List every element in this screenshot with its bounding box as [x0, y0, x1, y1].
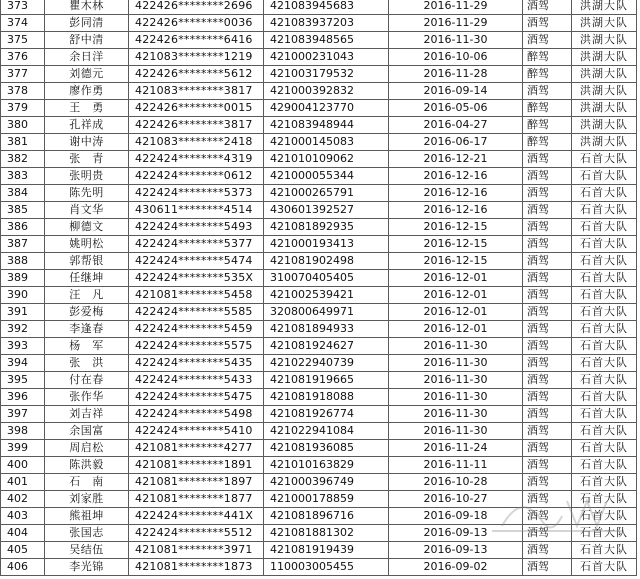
cell-driver-name: 陈先明 — [45, 185, 129, 202]
cell-license-number: 421000396749 — [264, 474, 389, 491]
cell-violation-type: 酒驾 — [523, 287, 572, 304]
cell-id-number: 422424********5585 — [129, 304, 264, 321]
cell-id-number: 422424********5475 — [129, 389, 264, 406]
cell-violation-type: 酒驾 — [523, 474, 572, 491]
cell-row-number: 379 — [1, 100, 45, 117]
cell-id-number: 422424********5410 — [129, 423, 264, 440]
cell-unit: 石首大队 — [572, 542, 637, 559]
cell-date: 2016-12-16 — [389, 168, 523, 185]
cell-violation-type: 酒驾 — [523, 185, 572, 202]
cell-date: 2016-09-13 — [389, 542, 523, 559]
cell-date: 2016-11-29 — [389, 15, 523, 32]
cell-driver-name: 余国富 — [45, 423, 129, 440]
cell-row-number: 375 — [1, 32, 45, 49]
cell-id-number: 421081********4277 — [129, 440, 264, 457]
cell-id-number: 422424********5433 — [129, 372, 264, 389]
cell-driver-name: 王 勇 — [45, 100, 129, 117]
cell-driver-name: 杨 军 — [45, 338, 129, 355]
cell-row-number: 394 — [1, 355, 45, 372]
cell-license-number: 310070405405 — [264, 270, 389, 287]
cell-row-number: 393 — [1, 338, 45, 355]
cell-date: 2016-11-30 — [389, 32, 523, 49]
cell-license-number: 421081936085 — [264, 440, 389, 457]
cell-unit: 石首大队 — [572, 202, 637, 219]
cell-unit: 石首大队 — [572, 219, 637, 236]
table-row — [1, 15, 637, 32]
cell-row-number: 381 — [1, 134, 45, 151]
cell-date: 2016-12-21 — [389, 151, 523, 168]
cell-date: 2016-12-16 — [389, 202, 523, 219]
table-row — [1, 168, 637, 185]
cell-id-number: 422424********5493 — [129, 219, 264, 236]
cell-date: 2016-09-18 — [389, 508, 523, 525]
cell-driver-name: 张 青 — [45, 151, 129, 168]
cell-driver-name: 彭爱梅 — [45, 304, 129, 321]
cell-unit: 石首大队 — [572, 338, 637, 355]
cell-driver-name: 张明贵 — [45, 168, 129, 185]
cell-license-number: 110003005455 — [264, 559, 389, 576]
cell-license-number: 421081919439 — [264, 542, 389, 559]
cell-unit: 石首大队 — [572, 270, 637, 287]
cell-license-number: 320800649971 — [264, 304, 389, 321]
cell-license-number: 421083948944 — [264, 117, 389, 134]
cell-row-number: 403 — [1, 508, 45, 525]
table-row — [1, 236, 637, 253]
table-row — [1, 287, 637, 304]
cell-row-number: 374 — [1, 15, 45, 32]
cell-license-number: 421003179532 — [264, 66, 389, 83]
cell-id-number: 422426********0036 — [129, 15, 264, 32]
cell-unit: 石首大队 — [572, 389, 637, 406]
cell-driver-name: 谢中涛 — [45, 134, 129, 151]
table-row — [1, 338, 637, 355]
cell-date: 2016-05-06 — [389, 100, 523, 117]
cell-date: 2016-11-30 — [389, 372, 523, 389]
cell-license-number: 421000265791 — [264, 185, 389, 202]
cell-id-number: 422424********5459 — [129, 321, 264, 338]
cell-row-number: 396 — [1, 389, 45, 406]
cell-license-number: 421002539421 — [264, 287, 389, 304]
cell-id-number: 421083********1219 — [129, 49, 264, 66]
cell-row-number: 380 — [1, 117, 45, 134]
cell-driver-name: 任继坤 — [45, 270, 129, 287]
cell-driver-name: 李光锦 — [45, 559, 129, 576]
cell-violation-type: 醉驾 — [523, 134, 572, 151]
cell-violation-type: 酒驾 — [523, 168, 572, 185]
cell-unit: 石首大队 — [572, 151, 637, 168]
cell-violation-type: 醉驾 — [523, 66, 572, 83]
table-row — [1, 151, 637, 168]
cell-row-number: 402 — [1, 491, 45, 508]
cell-id-number: 422426********6416 — [129, 32, 264, 49]
cell-date: 2016-12-01 — [389, 270, 523, 287]
cell-license-number: 421083945683 — [264, 0, 389, 15]
cell-license-number: 421081902498 — [264, 253, 389, 270]
cell-driver-name: 吴结伍 — [45, 542, 129, 559]
cell-date: 2016-12-01 — [389, 287, 523, 304]
cell-driver-name: 陈洪毅 — [45, 457, 129, 474]
cell-violation-type: 酒驾 — [523, 219, 572, 236]
table-row — [1, 32, 637, 49]
table-body — [1, 0, 637, 576]
cell-id-number: 421081********5458 — [129, 287, 264, 304]
cell-violation-type: 酒驾 — [523, 559, 572, 576]
cell-driver-name: 周启松 — [45, 440, 129, 457]
table-row — [1, 491, 637, 508]
table-row — [1, 134, 637, 151]
cell-driver-name: 余日洋 — [45, 49, 129, 66]
table-row — [1, 440, 637, 457]
cell-license-number: 421081926774 — [264, 406, 389, 423]
cell-violation-type: 酒驾 — [523, 372, 572, 389]
cell-driver-name: 姚明松 — [45, 236, 129, 253]
table-row — [1, 202, 637, 219]
cell-violation-type: 酒驾 — [523, 508, 572, 525]
cell-driver-name: 孔祥成 — [45, 117, 129, 134]
cell-unit: 石首大队 — [572, 321, 637, 338]
cell-row-number: 388 — [1, 253, 45, 270]
cell-date: 2016-11-30 — [389, 355, 523, 372]
table-row — [1, 406, 637, 423]
cell-violation-type: 酒驾 — [523, 321, 572, 338]
cell-license-number: 421022941084 — [264, 423, 389, 440]
cell-violation-type: 酒驾 — [523, 202, 572, 219]
cell-date: 2016-11-30 — [389, 338, 523, 355]
cell-id-number: 422424********441X — [129, 508, 264, 525]
cell-id-number: 422424********5575 — [129, 338, 264, 355]
cell-driver-name: 付在春 — [45, 372, 129, 389]
cell-license-number: 421000392832 — [264, 83, 389, 100]
table-row — [1, 321, 637, 338]
cell-id-number: 421081********3971 — [129, 542, 264, 559]
cell-violation-type: 酒驾 — [523, 423, 572, 440]
cell-date: 2016-11-24 — [389, 440, 523, 457]
cell-license-number: 421081896716 — [264, 508, 389, 525]
cell-driver-name: 张 洪 — [45, 355, 129, 372]
cell-date: 2016-06-17 — [389, 134, 523, 151]
cell-driver-name: 刘德元 — [45, 66, 129, 83]
cell-date: 2016-11-28 — [389, 66, 523, 83]
cell-date: 2016-12-15 — [389, 253, 523, 270]
cell-unit: 石首大队 — [572, 440, 637, 457]
cell-driver-name: 石 南 — [45, 474, 129, 491]
cell-date: 2016-12-01 — [389, 304, 523, 321]
cell-unit: 洪湖大队 — [572, 66, 637, 83]
cell-row-number: 397 — [1, 406, 45, 423]
table-row — [1, 423, 637, 440]
cell-driver-name: 廖作勇 — [45, 83, 129, 100]
cell-license-number: 421081894933 — [264, 321, 389, 338]
cell-id-number: 422424********4319 — [129, 151, 264, 168]
cell-license-number: 421000231043 — [264, 49, 389, 66]
cell-driver-name: 刘吉祥 — [45, 406, 129, 423]
table-row — [1, 355, 637, 372]
cell-unit: 石首大队 — [572, 423, 637, 440]
cell-license-number: 421010163829 — [264, 457, 389, 474]
cell-date: 2016-11-11 — [389, 457, 523, 474]
cell-id-number: 421083********3817 — [129, 83, 264, 100]
cell-violation-type: 酒驾 — [523, 440, 572, 457]
cell-license-number: 421022940739 — [264, 355, 389, 372]
cell-id-number: 422426********0015 — [129, 100, 264, 117]
cell-unit: 石首大队 — [572, 508, 637, 525]
table-row — [1, 49, 637, 66]
cell-unit: 石首大队 — [572, 168, 637, 185]
cell-driver-name: 张作华 — [45, 389, 129, 406]
cell-id-number: 421081********1877 — [129, 491, 264, 508]
cell-row-number: 400 — [1, 457, 45, 474]
cell-id-number: 422424********5373 — [129, 185, 264, 202]
cell-license-number: 421081918088 — [264, 389, 389, 406]
cell-violation-type: 酒驾 — [523, 338, 572, 355]
cell-id-number: 422424********5435 — [129, 355, 264, 372]
cell-row-number: 392 — [1, 321, 45, 338]
cell-unit: 石首大队 — [572, 253, 637, 270]
cell-row-number: 373 — [1, 0, 45, 15]
cell-row-number: 398 — [1, 423, 45, 440]
table-row — [1, 219, 637, 236]
cell-violation-type: 酒驾 — [523, 236, 572, 253]
cell-date: 2016-10-06 — [389, 49, 523, 66]
table-row — [1, 457, 637, 474]
cell-violation-type: 酒驾 — [523, 270, 572, 287]
cell-row-number: 399 — [1, 440, 45, 457]
cell-row-number: 404 — [1, 525, 45, 542]
cell-violation-type: 酒驾 — [523, 491, 572, 508]
cell-unit: 洪湖大队 — [572, 83, 637, 100]
cell-id-number: 430611********4514 — [129, 202, 264, 219]
cell-unit: 石首大队 — [572, 559, 637, 576]
cell-unit: 石首大队 — [572, 474, 637, 491]
cell-license-number: 421083948565 — [264, 32, 389, 49]
cell-row-number: 384 — [1, 185, 45, 202]
cell-driver-name: 舒中清 — [45, 32, 129, 49]
cell-row-number: 387 — [1, 236, 45, 253]
cell-id-number: 421081********1891 — [129, 457, 264, 474]
cell-unit: 石首大队 — [572, 525, 637, 542]
cell-violation-type: 酒驾 — [523, 0, 572, 15]
cell-date: 2016-04-27 — [389, 117, 523, 134]
cell-unit: 洪湖大队 — [572, 49, 637, 66]
cell-violation-type: 醉驾 — [523, 49, 572, 66]
cell-date: 2016-11-30 — [389, 389, 523, 406]
cell-row-number: 378 — [1, 83, 45, 100]
cell-violation-type: 醉驾 — [523, 117, 572, 134]
cell-license-number: 421081881302 — [264, 525, 389, 542]
cell-date: 2016-12-15 — [389, 236, 523, 253]
cell-violation-type: 酒驾 — [523, 355, 572, 372]
table-row — [1, 304, 637, 321]
cell-violation-type: 醉驾 — [523, 100, 572, 117]
cell-unit: 洪湖大队 — [572, 134, 637, 151]
table-row — [1, 508, 637, 525]
cell-driver-name: 张国志 — [45, 525, 129, 542]
cell-violation-type: 酒驾 — [523, 525, 572, 542]
cell-license-number: 421000145083 — [264, 134, 389, 151]
cell-unit: 石首大队 — [572, 457, 637, 474]
table-row — [1, 542, 637, 559]
cell-date: 2016-09-02 — [389, 559, 523, 576]
cell-row-number: 386 — [1, 219, 45, 236]
cell-id-number: 422426********2696 — [129, 0, 264, 15]
cell-unit: 洪湖大队 — [572, 0, 637, 15]
table-row — [1, 559, 637, 576]
cell-row-number: 385 — [1, 202, 45, 219]
cell-row-number: 383 — [1, 168, 45, 185]
cell-violation-type: 酒驾 — [523, 15, 572, 32]
table-row — [1, 100, 637, 117]
cell-id-number: 422426********3817 — [129, 117, 264, 134]
table-row — [1, 270, 637, 287]
cell-date: 2016-12-16 — [389, 185, 523, 202]
table-row — [1, 83, 637, 100]
cell-license-number: 421000055344 — [264, 168, 389, 185]
cell-date: 2016-09-13 — [389, 525, 523, 542]
cell-driver-name: 熊祖坤 — [45, 508, 129, 525]
cell-driver-name: 瞿木林 — [45, 0, 129, 15]
cell-id-number: 422426********5612 — [129, 66, 264, 83]
cell-row-number: 391 — [1, 304, 45, 321]
cell-id-number: 421081********1873 — [129, 559, 264, 576]
cell-violation-type: 酒驾 — [523, 304, 572, 321]
cell-row-number: 406 — [1, 559, 45, 576]
cell-id-number: 422424********535X — [129, 270, 264, 287]
cell-row-number: 377 — [1, 66, 45, 83]
cell-violation-type: 酒驾 — [523, 83, 572, 100]
cell-driver-name: 彭同清 — [45, 15, 129, 32]
cell-violation-type: 酒驾 — [523, 457, 572, 474]
cell-id-number: 422424********5512 — [129, 525, 264, 542]
cell-row-number: 376 — [1, 49, 45, 66]
cell-violation-type: 酒驾 — [523, 406, 572, 423]
cell-unit: 石首大队 — [572, 406, 637, 423]
table-row — [1, 66, 637, 83]
cell-id-number: 421083********2418 — [129, 134, 264, 151]
cell-row-number: 405 — [1, 542, 45, 559]
cell-license-number: 421081919665 — [264, 372, 389, 389]
cell-license-number: 421083937203 — [264, 15, 389, 32]
cell-id-number: 422424********5498 — [129, 406, 264, 423]
cell-date: 2016-09-14 — [389, 83, 523, 100]
cell-id-number: 422424********5377 — [129, 236, 264, 253]
cell-unit: 洪湖大队 — [572, 15, 637, 32]
table-row — [1, 389, 637, 406]
cell-id-number: 421081********1897 — [129, 474, 264, 491]
cell-violation-type: 酒驾 — [523, 151, 572, 168]
cell-row-number: 395 — [1, 372, 45, 389]
cell-row-number: 389 — [1, 270, 45, 287]
cell-license-number: 429004123770 — [264, 100, 389, 117]
cell-unit: 洪湖大队 — [572, 32, 637, 49]
cell-row-number: 382 — [1, 151, 45, 168]
cell-unit: 石首大队 — [572, 372, 637, 389]
cell-unit: 石首大队 — [572, 491, 637, 508]
cell-id-number: 422424********0612 — [129, 168, 264, 185]
cell-date: 2016-11-30 — [389, 423, 523, 440]
cell-unit: 石首大队 — [572, 236, 637, 253]
cell-violation-type: 酒驾 — [523, 542, 572, 559]
cell-date: 2016-10-28 — [389, 474, 523, 491]
cell-violation-type: 酒驾 — [523, 32, 572, 49]
cell-driver-name: 柳德文 — [45, 219, 129, 236]
cell-license-number: 421081924627 — [264, 338, 389, 355]
cell-license-number: 421000178859 — [264, 491, 389, 508]
cell-license-number: 421000193413 — [264, 236, 389, 253]
table-row — [1, 525, 637, 542]
cell-unit: 石首大队 — [572, 304, 637, 321]
cell-unit: 石首大队 — [572, 185, 637, 202]
cell-driver-name: 刘家胜 — [45, 491, 129, 508]
cell-date: 2016-11-29 — [389, 0, 523, 15]
cell-violation-type: 酒驾 — [523, 253, 572, 270]
cell-unit: 洪湖大队 — [572, 117, 637, 134]
table-row — [1, 185, 637, 202]
cell-unit: 石首大队 — [572, 355, 637, 372]
cell-row-number: 401 — [1, 474, 45, 491]
cell-driver-name: 肖文华 — [45, 202, 129, 219]
table-row — [1, 117, 637, 134]
table-row — [1, 372, 637, 389]
cell-date: 2016-10-27 — [389, 491, 523, 508]
cell-date: 2016-12-15 — [389, 219, 523, 236]
cell-date: 2016-12-01 — [389, 321, 523, 338]
cell-driver-name: 汪 凡 — [45, 287, 129, 304]
cell-driver-name: 李逢春 — [45, 321, 129, 338]
cell-id-number: 422424********5474 — [129, 253, 264, 270]
cell-row-number: 390 — [1, 287, 45, 304]
table-row — [1, 253, 637, 270]
table-row — [1, 474, 637, 491]
cell-driver-name: 郭帮银 — [45, 253, 129, 270]
cell-unit: 洪湖大队 — [572, 100, 637, 117]
cell-license-number: 421081892935 — [264, 219, 389, 236]
cell-date: 2016-11-30 — [389, 406, 523, 423]
table-row — [1, 0, 637, 15]
cell-license-number: 421010109062 — [264, 151, 389, 168]
cell-unit: 石首大队 — [572, 287, 637, 304]
cell-license-number: 430601392527 — [264, 202, 389, 219]
cell-violation-type: 酒驾 — [523, 389, 572, 406]
